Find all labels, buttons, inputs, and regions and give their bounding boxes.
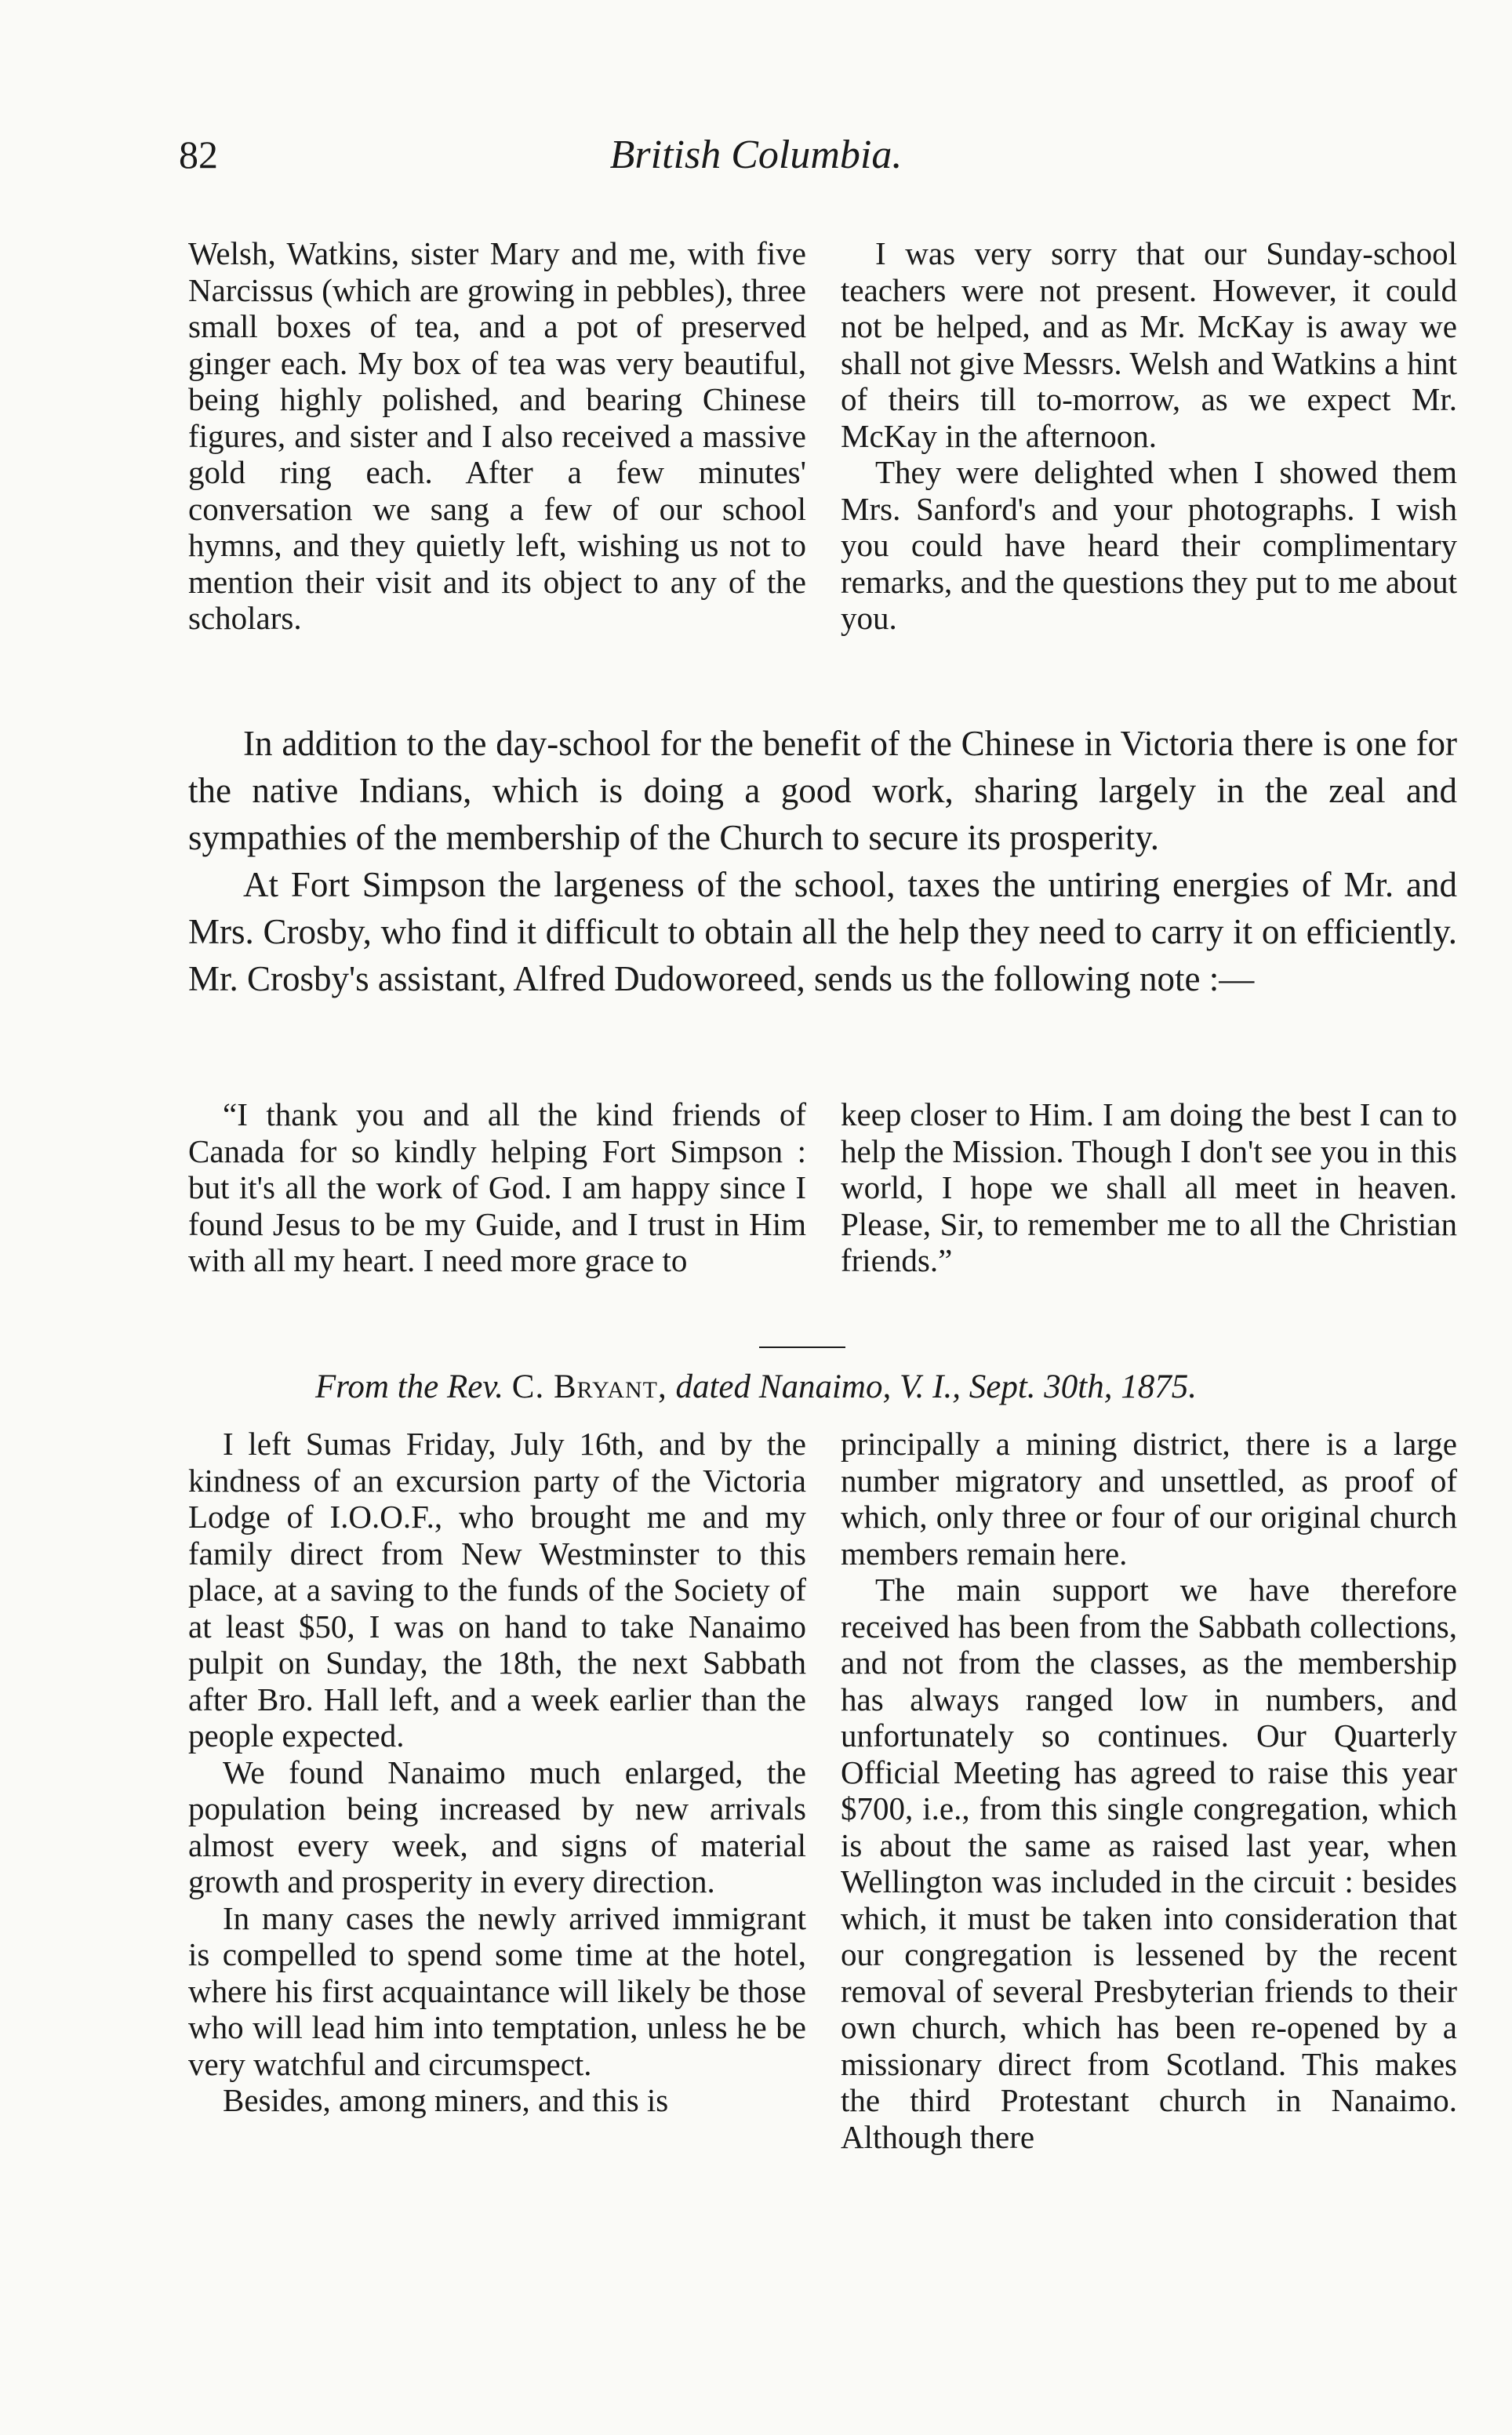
body-paragraph-1: In addition to the day-school for the benefit of the Chinese in Victoria there is one for the native Indians, which is doing a good work, sharing largely in the zeal and sympathies of the membership of the Church to secure its prosperity.	[188, 724, 1457, 857]
note-left-column	[188, 1096, 806, 1279]
byline-name: C. Bryant,	[511, 1368, 667, 1405]
letter1-left-column	[188, 235, 806, 637]
letter1-right-column	[841, 235, 1457, 637]
letter2-left-paragraph-2: We found Nanaimo much enlarged, the population being increased by new arrivals almost every week, and signs of material growth and prosperity in every direction.	[188, 1754, 806, 1899]
body-paragraph-2: At Fort Simpson the largeness of the school, taxes the untiring energies of Mr. and Mrs. Crosby, who find it difficult to obtain all the help they need to carry it on efficiently. Mr. Crosby's assistant, Alfred Dudoworeed, sends us the following note :—	[188, 865, 1457, 998]
letter1-left-paragraph: Welsh, Watkins, sister Mary and me, with five Narcissus (which are growing in pebbles), three small boxes of tea, and a pot of preserved ginger each. My box of tea was very beautiful, being highly polished, and bearing Chinese figures, and sister and I also received a massive gold ring each. After a few minutes' conversation we sang a few of our school hymns, and they quietly left, wishing us not to mention their visit and its object to any of the scholars.	[188, 235, 806, 636]
note-left-paragraph: “I thank you and all the kind friends of Canada for so kindly helping Fort Simpson : but it's all the work of God. I am happy since I found Jesus to be my Guide, and I trust in Him with all my heart. I need more grace to	[188, 1096, 806, 1278]
letter2-left-paragraph-1: I left Sumas Friday, July 16th, and by the kindness of an excursion party of the Victoria Lodge of I.O.O.F., who brought me and my family direct from New Westminster to this place, at a saving to the funds of the Society of at least $50, I was on hand to take Nanaimo pulpit on Sunday, the 18th, the next Sabbath after Bro. Hall left, and a week earlier than the people expected.	[188, 1426, 806, 1754]
note-right-paragraph: keep closer to Him. I am doing the best I can to help the Mission. Though I don't see you in this world, I hope we shall all meet in heaven. Please, Sir, to remember me to all the Christian friends.”	[841, 1096, 1457, 1278]
byline-from: From the Rev.	[315, 1368, 504, 1405]
note-right-column	[841, 1096, 1457, 1279]
letter-byline	[0, 1368, 1512, 1406]
letter2-right-column	[841, 1426, 1457, 2155]
letter2-right-paragraph-2: The main support we have therefore received has been from the Sabbath collections, and not from the classes, as the membership has always ranged low in numbers, and unfortunately so continues. Our Quarterly Official Meeting has agreed to raise this year $700, i.e., from this single congregation, which is about the same as raised last year, when Wellington was included in the circuit : besides which, it must be taken into consideration that our congregation is lessened by the recent removal of several Presbyterian friends to their own church, which has been re-opened by a missionary direct from Scotland. This makes the third Protestant church in Nanaimo. Although there	[841, 1572, 1457, 2155]
letter2-left-paragraph-4: Besides, among miners, and this is	[223, 2082, 669, 2118]
letter1-right-paragraph-1: I was very sorry that our Sunday-school teachers were not present. However, it could not be helped, and as Mr. McKay is away we shall not give Messrs. Welsh and Watkins a hint of theirs till to-morrow, as we expect Mr. McKay in the afternoon.	[841, 235, 1457, 454]
page-number: 82	[179, 133, 218, 176]
letter2-left-paragraph-3: In many cases the newly arrived immigrant is compelled to spend some time at the hotel, where his first acquaintance will likely be those who will lead him into temptation, unless he be very watchful and circumspect.	[188, 1899, 806, 2082]
body-text	[188, 720, 1457, 1002]
section-divider	[759, 1347, 845, 1348]
letter2-left-column	[188, 1426, 806, 2119]
letter1-right-paragraph-2: They were delighted when I showed them Mrs. Sanford's and your photographs. I wish you could have heard their complimentary remarks, and the questions they put to me about you.	[841, 454, 1457, 636]
letter2-right-paragraph-1: principally a mining district, there is a large number migratory and unsettled, as proof of which, only three or four of our original church members remain here.	[841, 1426, 1457, 1572]
running-title: British Columbia.	[609, 133, 903, 177]
byline-dated: dated Nanaimo, V. I., Sept. 30th, 1875.	[675, 1368, 1197, 1405]
